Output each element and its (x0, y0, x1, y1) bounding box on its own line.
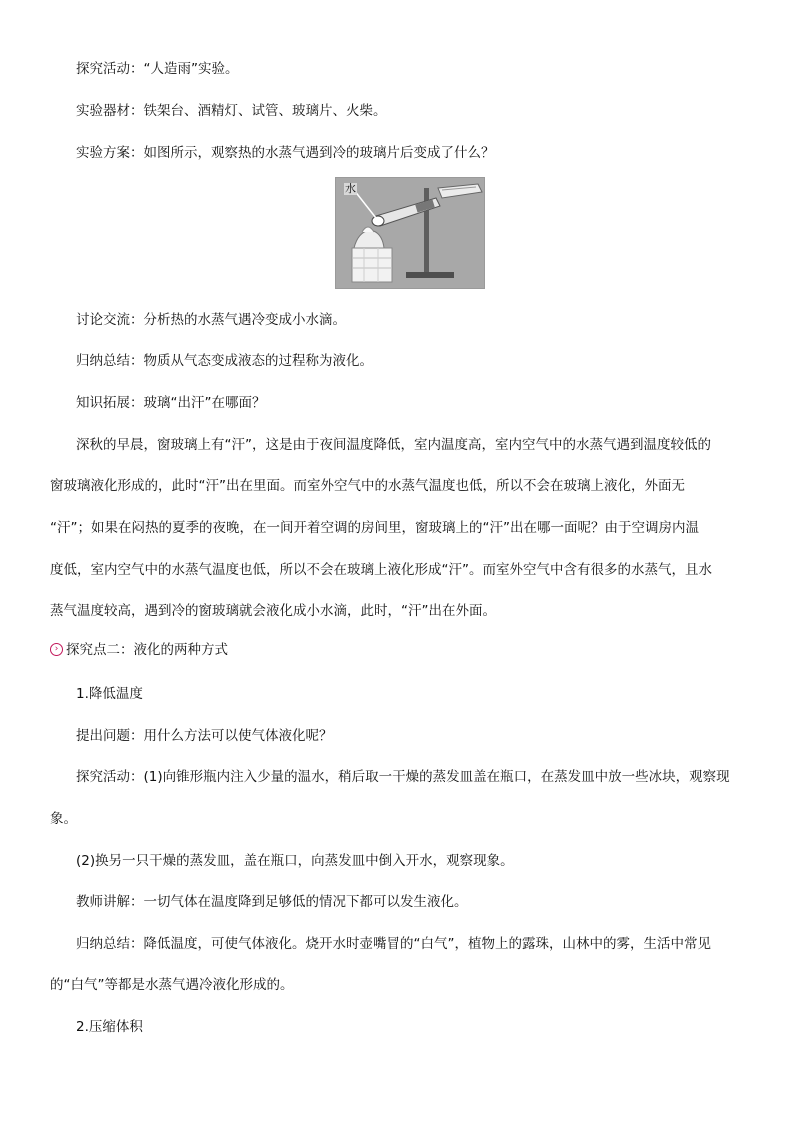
paragraph: 探究活动：(1)向锥形瓶内注入少量的温水，稍后取一干燥的蒸发皿盖在瓶口，在蒸发皿中放一些冰块，观察现 (76, 769, 730, 785)
paragraph: 教师讲解：一切气体在温度降到足够低的情况下都可以发生液化。 (76, 894, 468, 910)
paragraph: 蒸气温度较高，遇到冷的窗玻璃就会液化成小水滴，此时，“汗”出在外面。 (50, 603, 496, 619)
paragraph: 提出问题：用什么方法可以使气体液化呢？ (76, 728, 333, 744)
paragraph: 归纳总结：降低温度，可使气体液化。烧开水时壶嘴冒的“白气”，植物上的露珠，山林中的雾，生活中常见 (76, 936, 711, 952)
paragraph: 窗玻璃液化形成的，此时“汗”出在里面。而室外空气中的水蒸气温度也低，所以不会在玻璃上液化，外面无 (50, 478, 685, 494)
chevron-right-circle-icon: › (50, 643, 63, 656)
subheading: 1.降低温度 (76, 686, 143, 702)
experiment-figure (335, 177, 485, 289)
paragraph: 讨论交流：分析热的水蒸气遇冷变成小水滴。 (76, 312, 346, 328)
experiment-apparatus-image (336, 178, 485, 289)
paragraph: 实验方案：如图所示，观察热的水蒸气遇到冷的玻璃片后变成了什么？ (76, 145, 495, 161)
paragraph: (2)换另一只干燥的蒸发皿，盖在瓶口，向蒸发皿中倒入开水，观察现象。 (76, 853, 514, 869)
subheading: 2.压缩体积 (76, 1019, 143, 1035)
paragraph: 象。 (50, 811, 77, 827)
paragraph: 深秋的早晨，窗玻璃上有“汗”，这是由于夜间温度降低，室内温度高，室内空气中的水蒸气遇到温度较低的 (76, 437, 711, 453)
paragraph: 探究活动：“人造雨”实验。 (76, 61, 239, 77)
paragraph: 度低，室内空气中的水蒸气温度也低，所以不会在玻璃上液化形成“汗”。而室外空气中含有很多的水蒸气，且水 (50, 562, 712, 578)
figure-label: 水 (345, 182, 356, 195)
paragraph: 的“白气”等都是水蒸气遇冷液化形成的。 (50, 977, 294, 993)
paragraph: 知识拓展：玻璃“出汗”在哪面？ (76, 395, 266, 411)
paragraph: 归纳总结：物质从气态变成液态的过程称为液化。 (76, 353, 373, 369)
section-heading: 探究点二：液化的两种方式 (66, 642, 228, 658)
paragraph: 实验器材：铁架台、酒精灯、试管、玻璃片、火柴。 (76, 103, 387, 119)
paragraph: “汗”；如果在闷热的夏季的夜晚，在一间开着空调的房间里，窗玻璃上的“汗”出在哪一面呢？由于空调房内温 (50, 520, 699, 536)
